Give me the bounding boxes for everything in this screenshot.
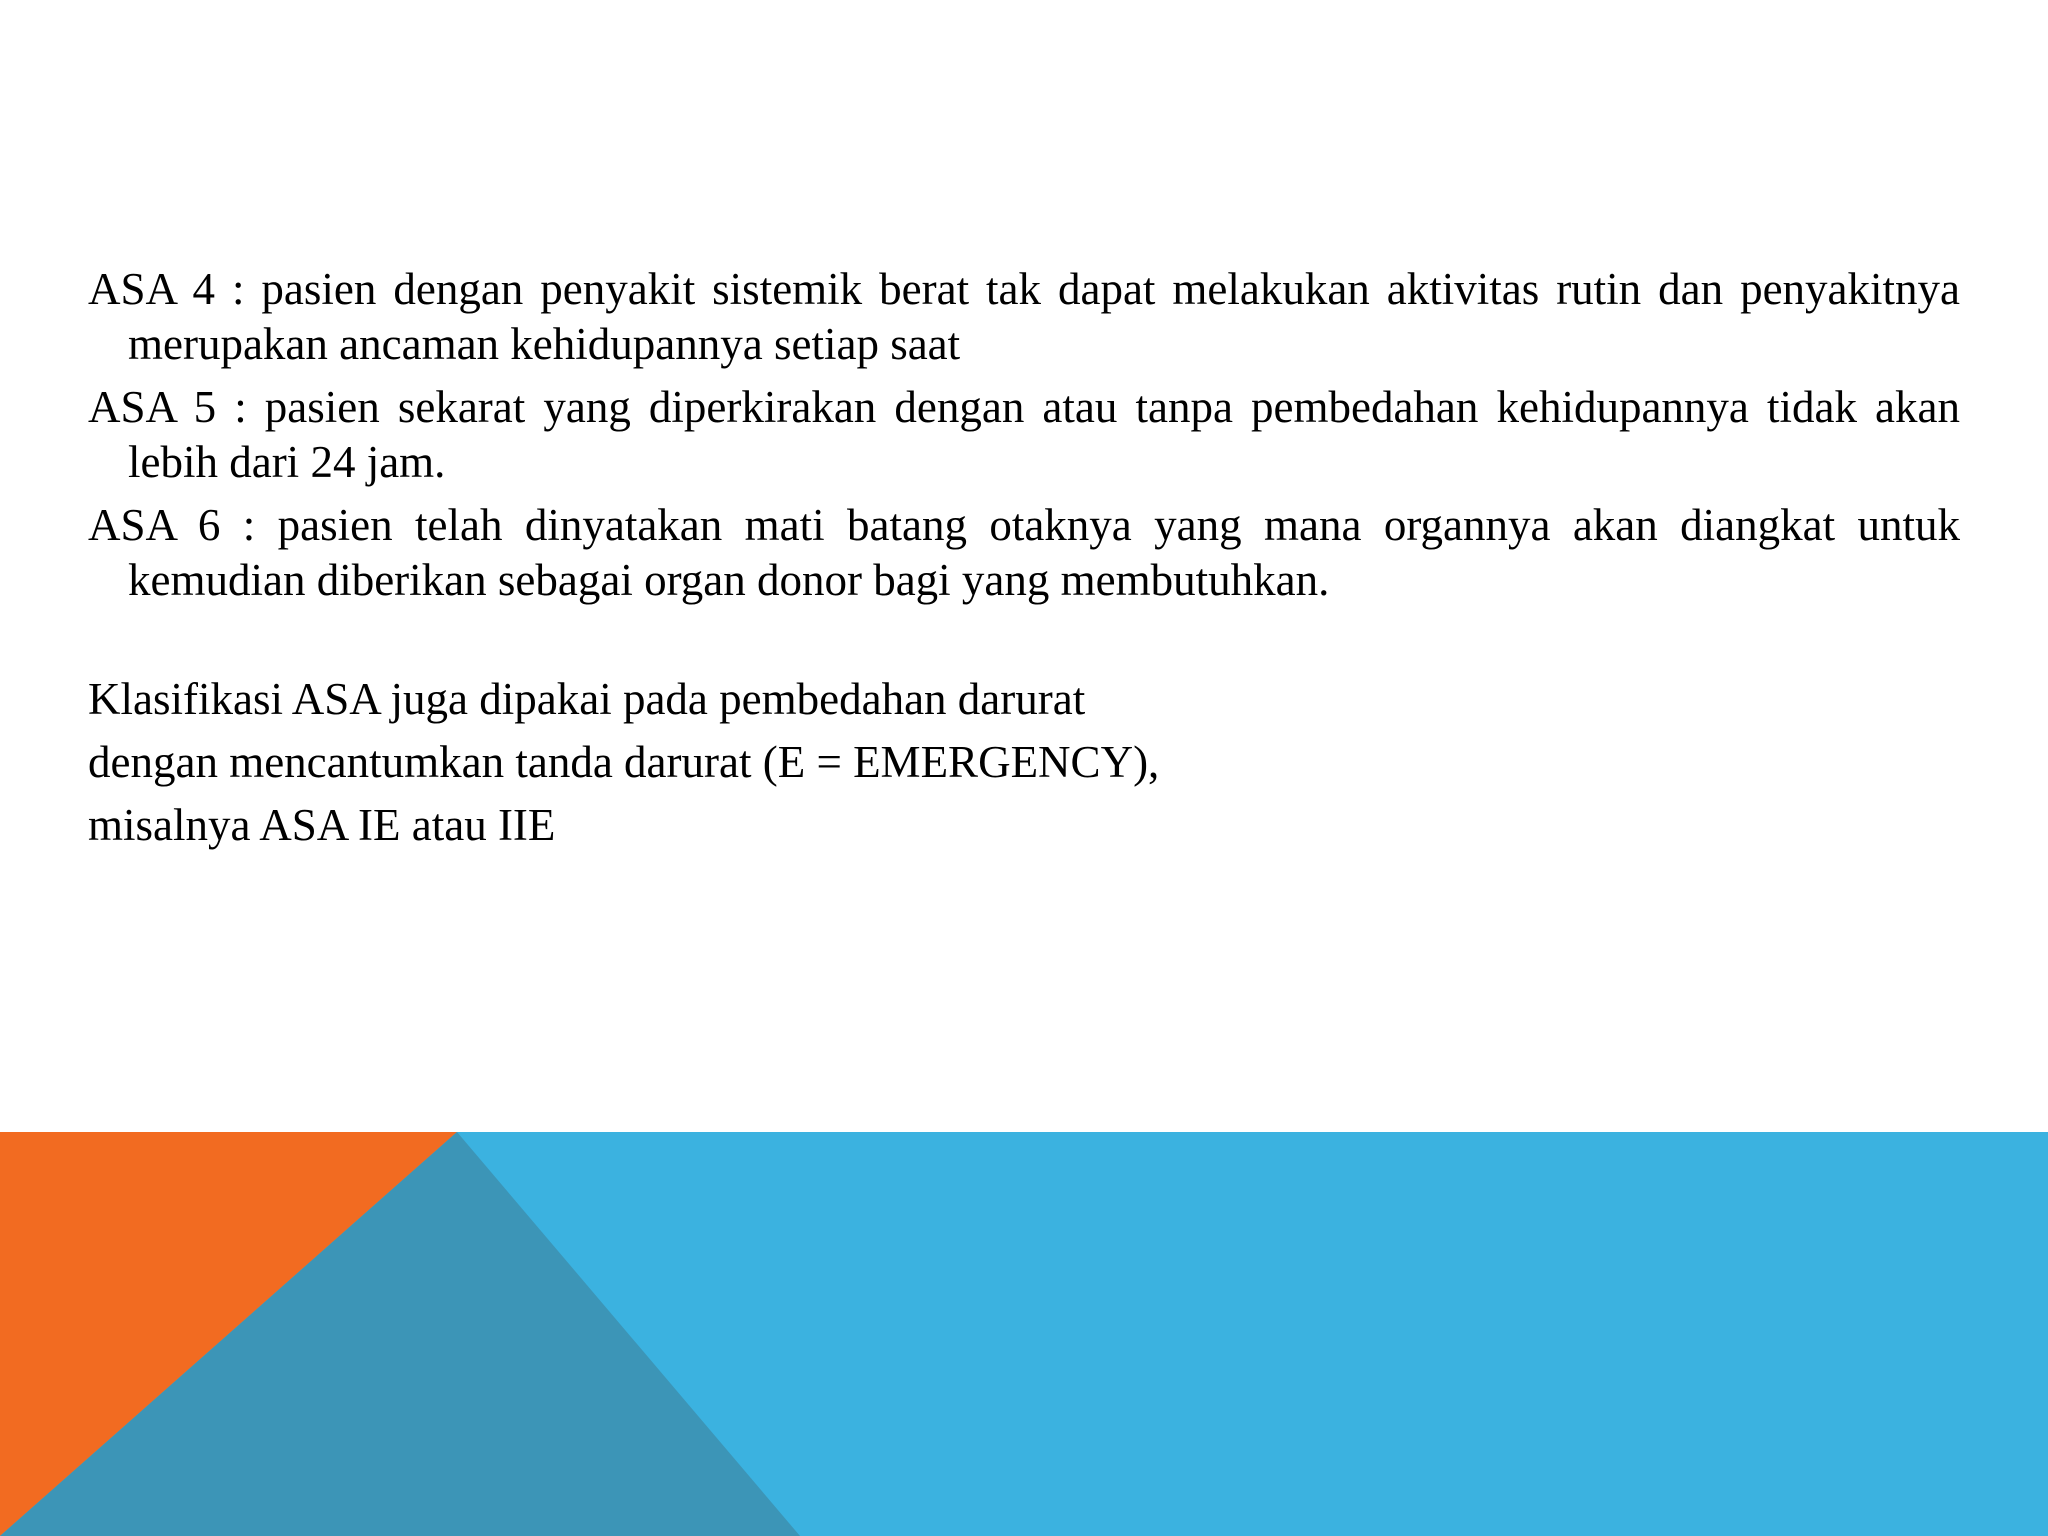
note-line-2: dengan mencantumkan tanda darurat (E = EMERGENCY),	[88, 737, 1160, 787]
asa-5-item: ASA 5 : pasien sekarat yang diperkirakan dengan atau tanpa pembedahan kehidupannya tidak akan lebih dari 24 jam.	[88, 382, 1960, 487]
spacer	[88, 616, 1960, 668]
note-line-3: misalnya ASA IE atau IIE	[88, 800, 556, 850]
footer-shapes	[0, 1132, 2048, 1536]
note-line-1: Klasifikasi ASA juga dipakai pada pembedahan darurat	[88, 674, 1086, 724]
decorative-footer	[0, 1132, 2048, 1536]
asa-4-item: ASA 4 : pasien dengan penyakit sistemik berat tak dapat melakukan aktivitas rutin dan penyakitnya merupakan ancaman kehidupannya setiap saat	[88, 264, 1960, 369]
asa-6-item: ASA 6 : pasien telah dinyatakan mati batang otaknya yang mana organnya akan diangkat untuk kemudian diberikan sebagai organ donor bagi yang membutuhkan.	[88, 500, 1960, 605]
slide-body	[88, 262, 1960, 857]
